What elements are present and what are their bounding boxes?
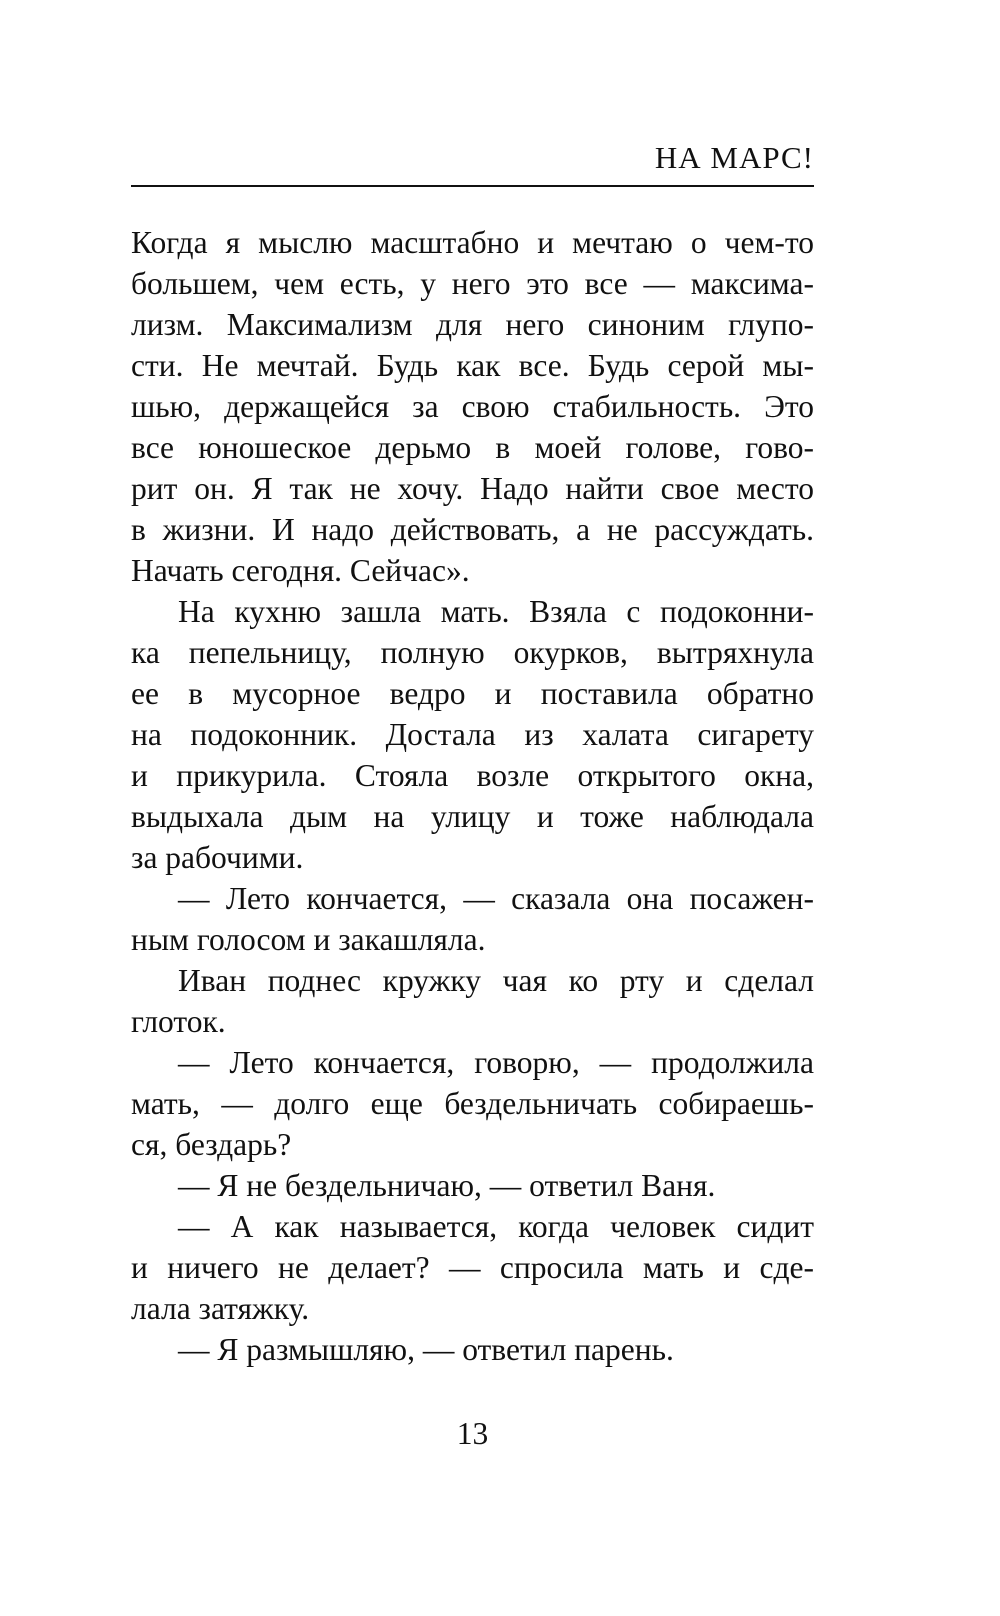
text-line: на подоконник. Достала из халата сигарету [131, 717, 814, 752]
text-line: — Я размышляю, — ответил парень. [178, 1332, 674, 1367]
text-line: Начать сегодня. Сейчас». [131, 553, 470, 588]
text-line: глоток. [131, 1004, 226, 1039]
text-line: лала затяжку. [131, 1291, 310, 1326]
text-line: Иван поднес кружку чая ко рту и сделал [178, 963, 814, 998]
text-line: рит он. Я так не хочу. Надо найти свое место [131, 471, 814, 506]
text-line: лизм. Максимализм для него синоним глупо- [131, 307, 814, 342]
running-title: НА МАРС! [654, 140, 814, 175]
text-line: — Лето кончается, говорю, — продолжила [178, 1045, 814, 1080]
text-line: за рабочими. [131, 840, 304, 875]
page-number: 13 [456, 1416, 489, 1451]
text-line: выдыхала дым на улицу и тоже наблюдала [131, 799, 814, 834]
header-rule [131, 185, 814, 187]
text-line: ся, бездарь? [131, 1127, 292, 1162]
text-line: шью, держащейся за свою стабильность. Это [131, 389, 814, 424]
text-line: — Я не бездельничаю, — ответил Ваня. [178, 1168, 716, 1203]
text-line: и ничего не делает? — спросила мать и сде- [131, 1250, 814, 1285]
text-line: мать, — долго еще бездельничать собираешь- [131, 1086, 814, 1121]
text-line: все юношеское дерьмо в моей голове, гово- [131, 430, 814, 465]
text-line: — Лето кончается, — сказала она посажен- [178, 881, 814, 916]
body-text [131, 222, 814, 1370]
text-line: ным голосом и закашляла. [131, 922, 486, 957]
text-line: — А как называется, когда человек сидит [178, 1209, 814, 1244]
text-line: ее в мусорное ведро и поставила обратно [131, 676, 814, 711]
text-line: большем, чем есть, у него это все — максима- [131, 266, 814, 301]
text-line: сти. Не мечтай. Будь как все. Будь серой мы- [131, 348, 814, 383]
text-line: ка пепельницу, полную окурков, вытряхнула [131, 635, 814, 670]
text-line: Когда я мыслю масштабно и мечтаю о чем-то [131, 225, 814, 260]
text-line: На кухню зашла мать. Взяла с подоконни- [178, 594, 814, 629]
text-line: и прикурила. Стояла возле открытого окна, [131, 758, 814, 793]
text-line: в жизни. И надо действовать, а не рассуждать. [131, 512, 814, 547]
